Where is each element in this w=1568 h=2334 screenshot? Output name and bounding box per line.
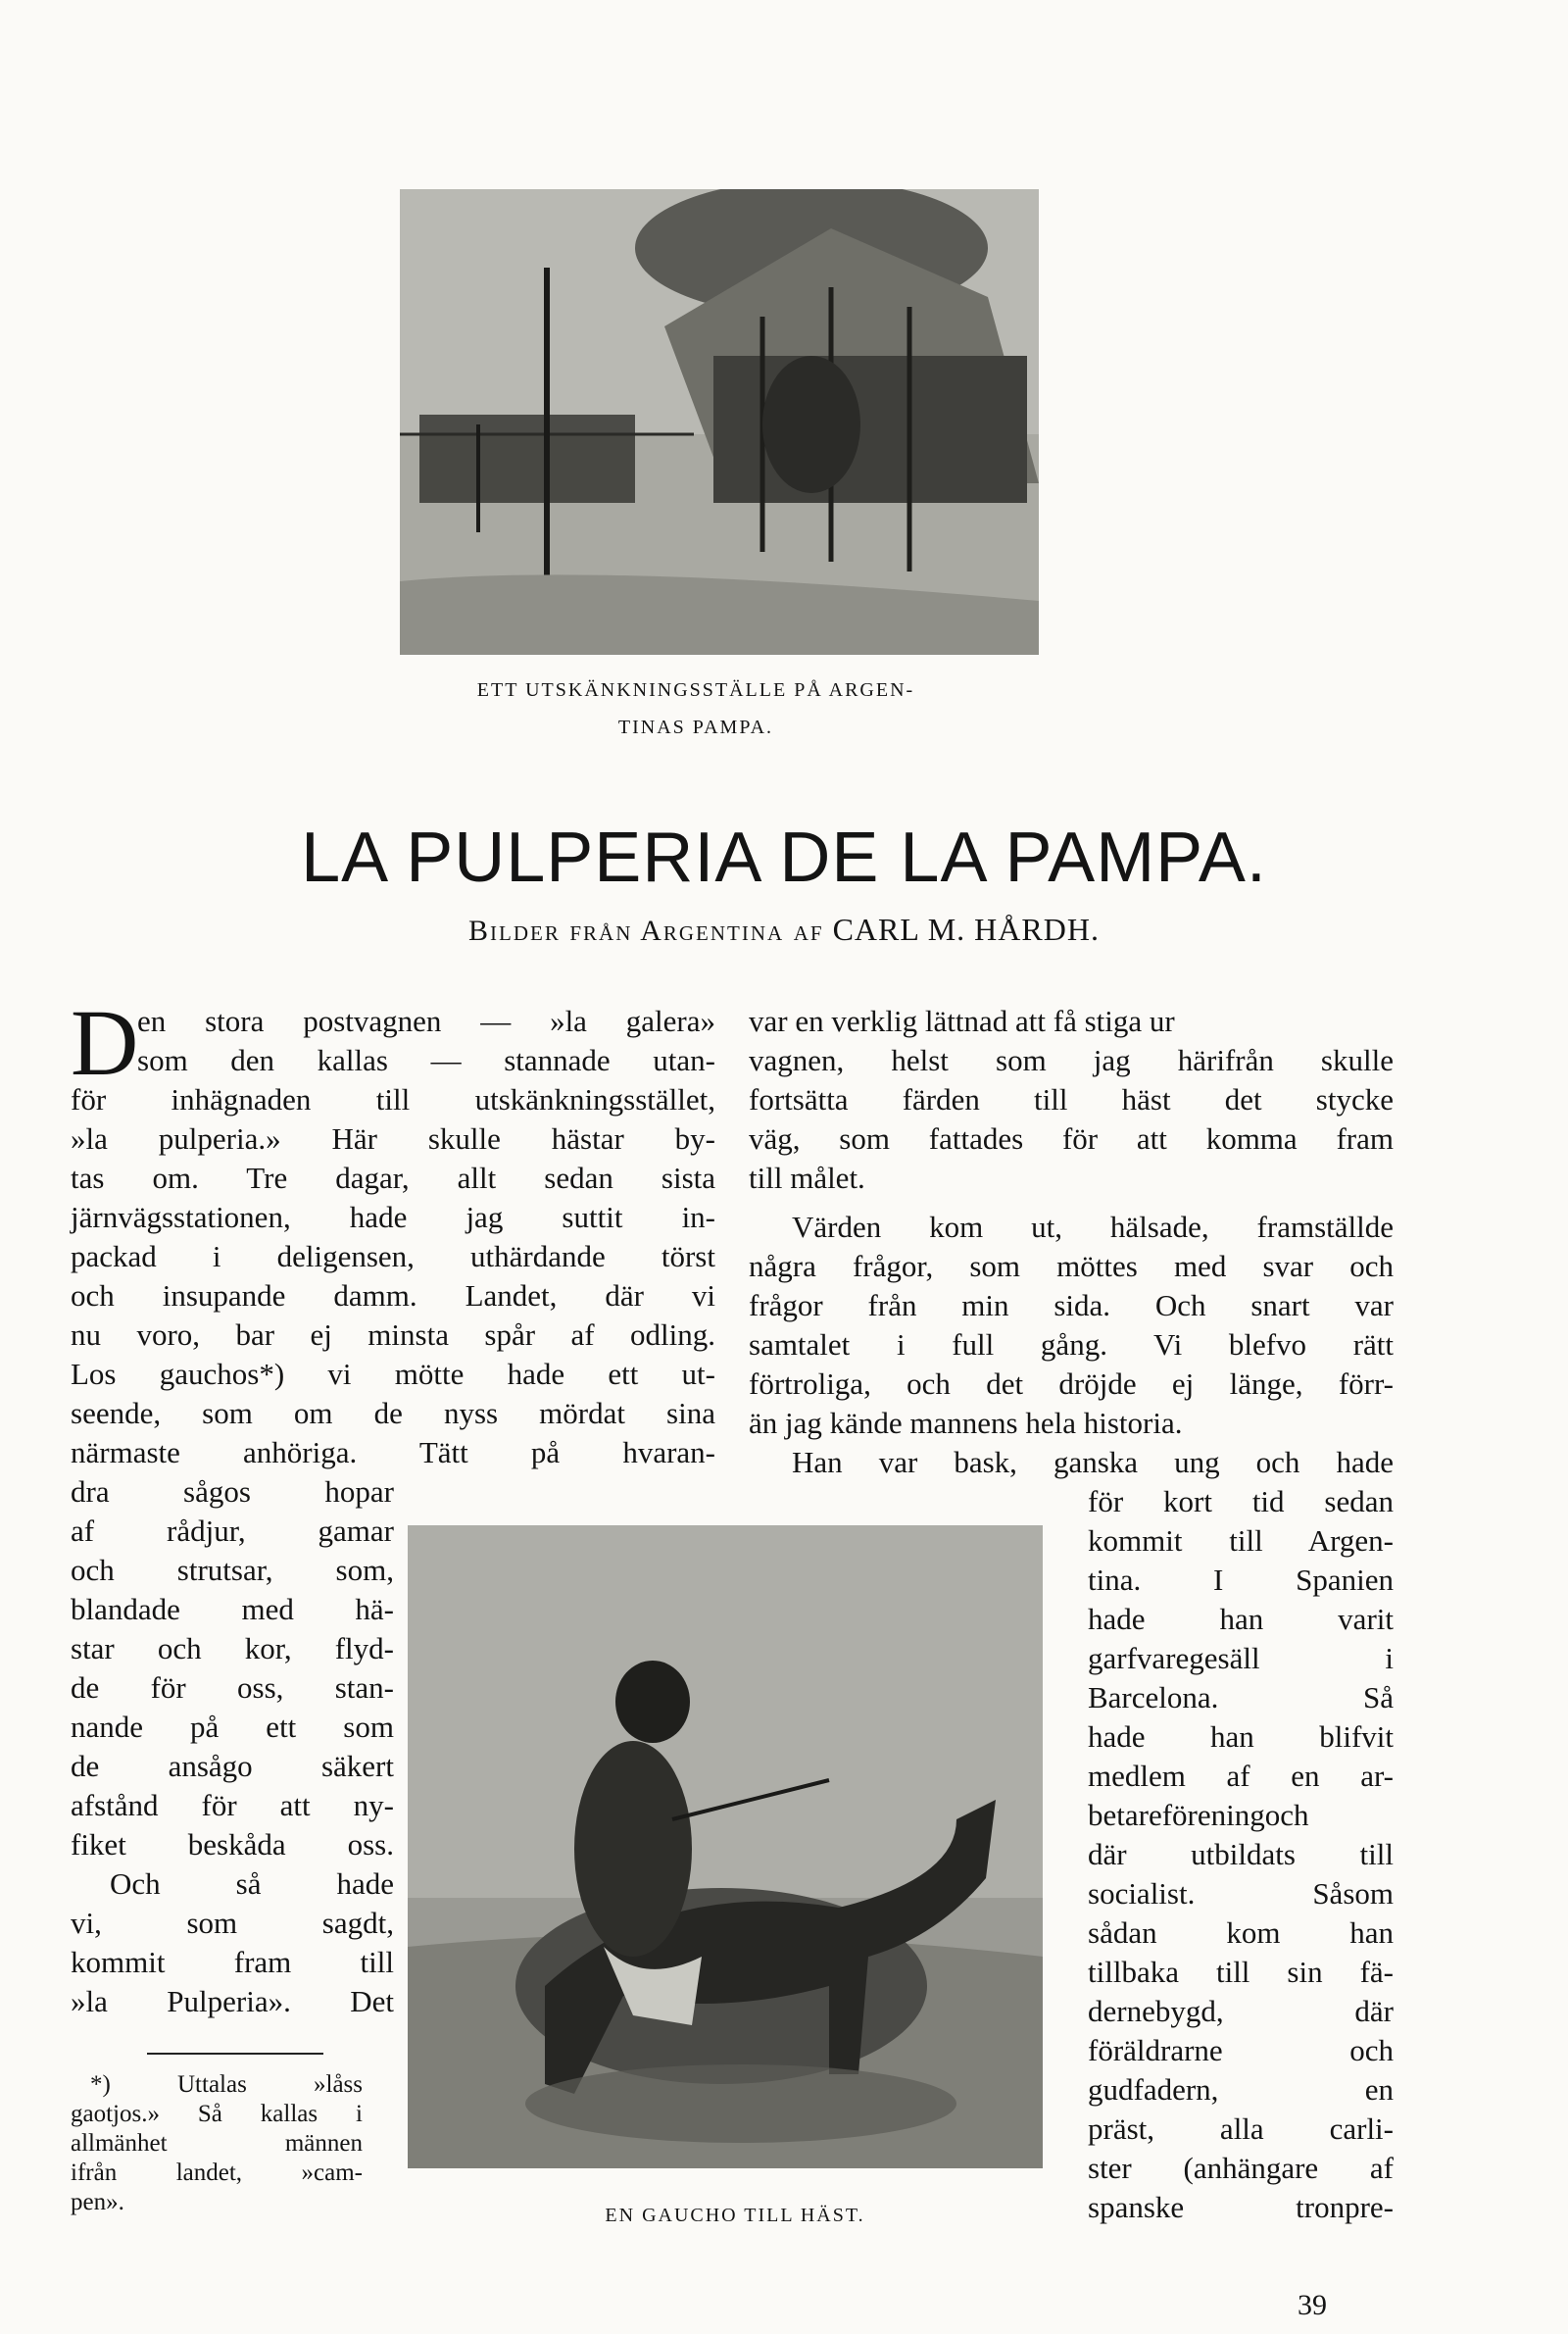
right-line: tina. I Spanien [1088,1563,1394,1597]
gaucho-illustration [408,1525,1043,2168]
tavern-illustration [400,189,1039,655]
right-line: var en verklig lättnad att få stiga ur [749,1004,1175,1038]
footnote-rule [147,2053,323,2055]
left-line: järnvägsstationen, hade jag suttit in- [71,1200,715,1234]
right-line: gudfadern, en [1088,2072,1394,2107]
left-line: de ansågo säkert [71,1749,394,1783]
left-line: nande på ett som [71,1710,394,1744]
right-line: för kort tid sedan [1088,1484,1394,1518]
left-line: och strutsar, som, [71,1553,394,1587]
left-line: afstånd för att ny- [71,1788,394,1822]
left-line: star och kor, flyd- [71,1631,394,1665]
left-line: tas om. Tre dagar, allt sedan sista [71,1161,715,1195]
right-line: föräldrarne och [1088,2033,1394,2067]
left-line: närmaste anhöriga. Tätt på hvaran- [71,1435,715,1469]
right-line: tillbaka till sin fä- [1088,1955,1394,1989]
left-line: af rådjur, gamar [71,1514,394,1548]
right-line: vagnen, helst som jag härifrån skulle [749,1043,1394,1077]
right-line: till målet. [749,1161,865,1195]
left-line: »la pulperia.» Här skulle hästar by- [71,1121,715,1156]
footnote-line: gaotjos.» Så kallas i [71,2101,363,2127]
right-line: hade han varit [1088,1602,1394,1636]
left-line: seende, som om de nyss mördat sina [71,1396,715,1430]
left-line: de för oss, stan- [71,1670,394,1705]
right-line: sådan kom han [1088,1915,1394,1950]
left-line: fiket beskåda oss. [71,1827,394,1862]
right-line: några frågor, som möttes med svar och [749,1249,1394,1283]
footnote-line: allmänhet männen [71,2130,363,2157]
top-caption-line1: ETT UTSKÄNKNINGSSTÄLLE PÅ ARGEN- [476,679,915,701]
right-line: där utbildats till [1088,1837,1394,1871]
right-line: fortsätta färden till häst det stycke [749,1082,1394,1117]
right-line: Värden kom ut, hälsade, framställde [792,1210,1394,1244]
right-line: än jag kände mannens hela historia. [749,1406,1183,1440]
right-line: kommit till Argen- [1088,1523,1394,1558]
right-line: hade han blifvit [1088,1719,1394,1754]
right-line: socialist. Såsom [1088,1876,1394,1911]
right-line: garfvaregesäll i [1088,1641,1394,1675]
right-line: Han var bask, ganska ung och hade [792,1445,1394,1479]
right-line: förtroliga, och det dröjde ej länge, förr- [749,1366,1394,1401]
left-line: packad i deligensen, uthärdande törst [71,1239,715,1273]
article-title: LA PULPERIA DE LA PAMPA. [301,819,1267,897]
footnote-line: pen». [71,2189,124,2215]
left-line: vi, som sagdt, [71,1906,394,1940]
right-line: präst, alla carli- [1088,2111,1394,2146]
left-line: en stora postvagnen — »la galera» [137,1004,715,1038]
left-line: för inhägnaden till utskänkningsstället, [71,1082,715,1117]
page-number: 39 [1298,2289,1327,2321]
left-line: och insupande damm. Landet, där vi [71,1278,715,1313]
top-caption-line2: TINAS PAMPA. [617,717,774,738]
footnote-line: *) Uttalas »låss [90,2071,363,2098]
left-line: som den kallas — stannade utan- [137,1043,715,1077]
footnote-line: ifrån landet, »cam- [71,2160,363,2186]
right-line: frågor från min sida. Och snart var [749,1288,1394,1322]
left-line: nu voro, bar ej minsta spår af odling. [71,1317,715,1352]
left-line: blandade med hä- [71,1592,394,1626]
left-line: dra sågos hopar [71,1474,394,1509]
left-line: »la Pulperia». Det [71,1984,394,2018]
right-line: dernebygd, där [1088,1994,1394,2028]
left-line: kommit fram till [71,1945,394,1979]
right-line: medlem af en ar- [1088,1759,1394,1793]
right-line: väg, som fattades för att komma fram [749,1121,1394,1156]
bottom-figure-caption: EN GAUCHO TILL HÄST. [605,2205,865,2226]
left-line: Los gauchos*) vi mötte hade ett ut- [71,1357,715,1391]
right-line: betareföreningoch [1088,1798,1309,1832]
article-subtitle [0,910,1568,951]
right-line: spanske tronpre- [1088,2190,1394,2224]
right-line: samtalet i full gång. Vi blefvo rätt [749,1327,1394,1362]
subtitle-author: CARL M. HÅRDH. [832,912,1100,947]
subtitle-lead: Bilder från Argentina af [468,915,824,947]
right-line: Barcelona. Så [1088,1680,1394,1714]
right-line: ster (anhängare af [1088,2151,1394,2185]
top-figure-caption [372,671,1019,746]
left-line: Och så hade [110,1866,394,1901]
drop-cap: D [71,990,139,1095]
